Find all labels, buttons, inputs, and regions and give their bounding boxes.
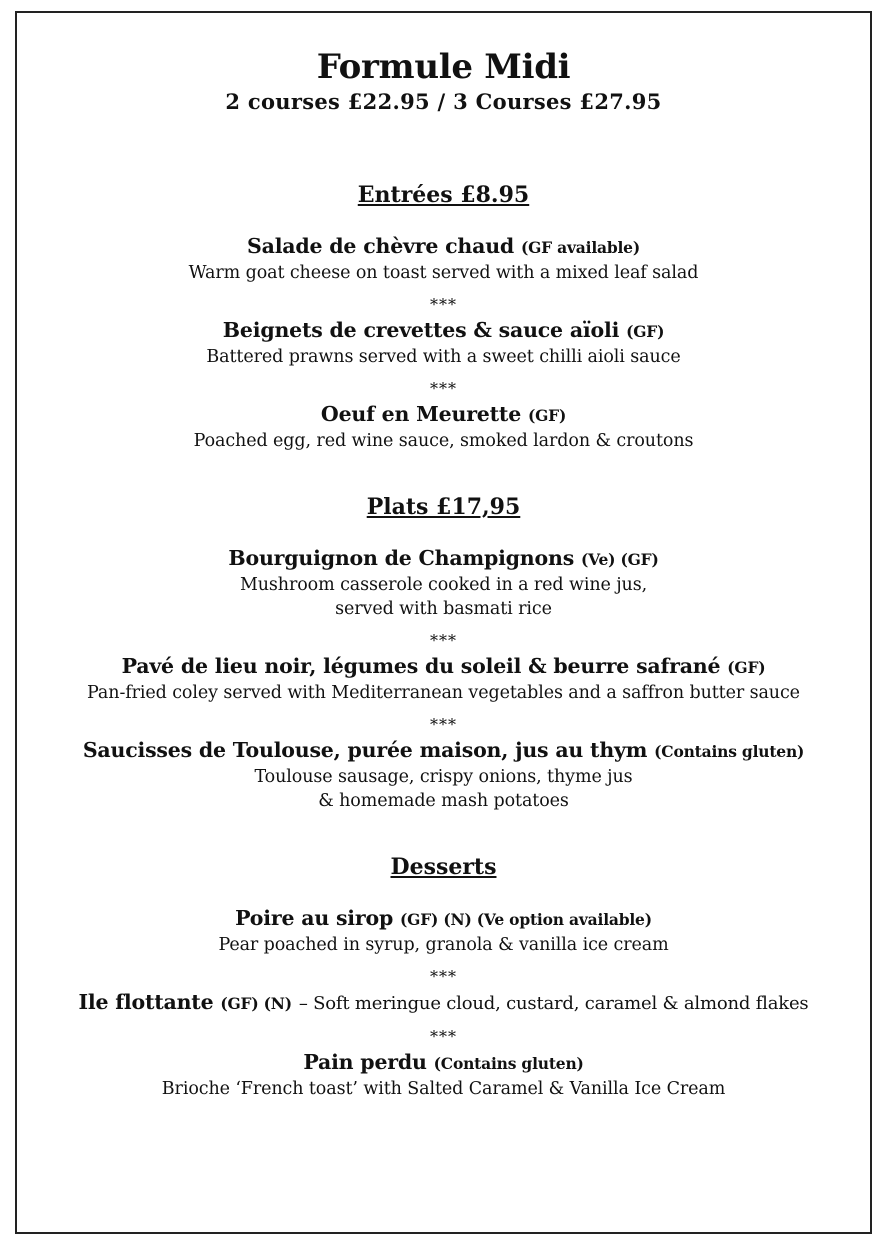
dietary-tags: (GF) <box>626 322 665 341</box>
dish-name <box>15 989 872 1017</box>
separator: *** <box>430 295 457 314</box>
dish-description: Pan-fried coley served with Mediterranean vegetables and a saffron butter sauce <box>87 683 800 703</box>
dietary-tags: (Contains gluten) <box>433 1054 584 1073</box>
dish-description: Poached egg, red wine sauce, smoked lardon & croutons <box>193 431 694 451</box>
dish-title: Pain perdu <box>303 1050 427 1074</box>
dish-title: Saucisses de Toulouse, purée maison, jus au thym <box>82 738 648 762</box>
dish-title: Salade de chèvre chaud <box>247 234 515 258</box>
dish-description: served with basmati rice <box>335 599 552 619</box>
dish-description: Warm goat cheese on toast served with a mixed leaf salad <box>188 263 699 283</box>
dietary-tags: (GF) <box>727 658 766 677</box>
dish-name <box>15 1049 872 1077</box>
lunch-menu <box>15 11 872 1101</box>
dish-title: Bourguignon de Champignons <box>228 546 575 570</box>
dish-description: Toulouse sausage, crispy onions, thyme jus <box>254 767 633 787</box>
dish-name <box>15 653 872 681</box>
dish-name <box>15 401 872 429</box>
dish-description: Mushroom casserole cooked in a red wine jus, <box>239 575 648 595</box>
menu-title: Formule Midi <box>316 47 571 87</box>
section-heading-desserts: Desserts <box>390 854 497 880</box>
set-prices: 2 courses £22.95 / 3 Courses £27.95 <box>225 89 662 114</box>
dish-title: Oeuf en Meurette <box>320 402 522 426</box>
dish-title: Beignets de crevettes & sauce aïoli <box>222 318 620 342</box>
dish-description: & homemade mash potatoes <box>318 791 569 811</box>
dish-title: Ile flottante <box>78 990 214 1014</box>
dietary-tags: (Contains gluten) <box>654 742 805 761</box>
dish-name <box>15 905 872 933</box>
separator: *** <box>430 967 457 986</box>
separator: *** <box>430 1027 457 1046</box>
section-heading-entrees: Entrées £8.95 <box>357 182 530 208</box>
dietary-tags: (Ve) (GF) <box>580 550 659 569</box>
dish-title: Poire au sirop <box>235 906 394 930</box>
dish-name <box>15 233 872 261</box>
separator: *** <box>430 631 457 650</box>
dish-description: Brioche ‘French toast’ with Salted Caramel & Vanilla Ice Cream <box>161 1079 726 1099</box>
dish-title: Pavé de lieu noir, légumes du soleil & beurre safrané <box>121 654 721 678</box>
dish-name <box>15 737 872 765</box>
dish-name <box>15 317 872 345</box>
dish-description: Pear poached in syrup, granola & vanilla ice cream <box>218 935 669 955</box>
dish-description: Battered prawns served with a sweet chilli aioli sauce <box>206 347 681 367</box>
section-heading-plats: Plats £17,95 <box>366 494 521 520</box>
dietary-tags: (GF) (N) <box>220 994 292 1013</box>
dish-name <box>15 545 872 573</box>
separator: *** <box>430 379 457 398</box>
dietary-tags: (GF available) <box>520 238 640 257</box>
dietary-tags: (GF) <box>527 406 567 425</box>
dietary-tags: (GF) (N) (Ve option available) <box>400 910 652 929</box>
separator: *** <box>430 715 457 734</box>
dish-description-inline: – Soft meringue cloud, custard, caramel & almond flakes <box>298 993 809 1014</box>
